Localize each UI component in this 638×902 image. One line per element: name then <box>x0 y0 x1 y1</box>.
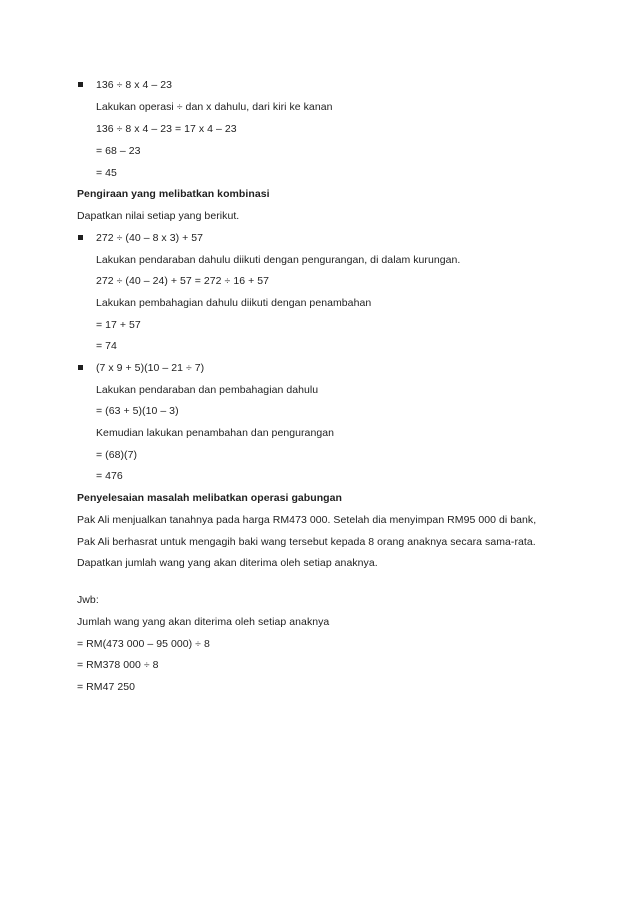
working-step: = 17 + 57 <box>96 319 141 331</box>
answer-description: Jumlah wang yang akan diterima oleh setiap anaknya <box>77 616 330 628</box>
working-step: 272 ÷ (40 – 24) + 57 = 272 ÷ 16 + 57 <box>96 275 269 287</box>
step-note: Kemudian lakukan penambahan dan pengurangan <box>96 427 335 439</box>
expression: (7 x 9 + 5)(10 – 21 ÷ 7) <box>96 362 205 374</box>
step-note: Lakukan pembahagian dahulu diikuti dengan penambahan <box>96 297 372 309</box>
section-heading: Pengiraan yang melibatkan kombinasi <box>77 188 270 200</box>
problem-text: Pak Ali berhasrat untuk mengagih baki wang tersebut kepada 8 orang anaknya secara sama-rata. <box>77 536 536 548</box>
problem-text: Pak Ali menjualkan tanahnya pada harga RM473 000. Setelah dia menyimpan RM95 000 di bank, <box>77 514 537 526</box>
working-step: = (63 + 5)(10 – 3) <box>96 405 179 417</box>
step-note: Lakukan operasi ÷ dan x dahulu, dari kiri ke kanan <box>96 101 333 113</box>
section-heading: Penyelesaian masalah melibatkan operasi gabungan <box>77 492 343 504</box>
expression: 136 ÷ 8 x 4 – 23 <box>96 79 173 91</box>
instruction: Dapatkan nilai setiap yang berikut. <box>77 210 240 222</box>
final-answer: = RM47 250 <box>77 681 135 693</box>
expression: 272 ÷ (40 – 8 x 3) + 57 <box>96 232 204 244</box>
step-note: Lakukan pendaraban dahulu diikuti dengan pengurangan, di dalam kurungan. <box>96 254 461 266</box>
answer: = 45 <box>96 167 117 179</box>
answer: = 74 <box>96 340 117 352</box>
bullet-marker <box>78 82 83 87</box>
answer-label: Jwb: <box>77 594 99 606</box>
step-note: Lakukan pendaraban dan pembahagian dahulu <box>96 384 319 396</box>
bullet-marker <box>78 365 83 370</box>
working-step: = RM378 000 ÷ 8 <box>77 659 159 671</box>
working-step: = (68)(7) <box>96 449 138 461</box>
bullet-marker <box>78 235 83 240</box>
problem-text: Dapatkan jumlah wang yang akan diterima oleh setiap anaknya. <box>77 557 378 569</box>
answer: = 476 <box>96 470 123 482</box>
working-step: 136 ÷ 8 x 4 – 23 = 17 x 4 – 23 <box>96 123 237 135</box>
working-step: = RM(473 000 – 95 000) ÷ 8 <box>77 638 210 650</box>
working-step: = 68 – 23 <box>96 145 141 157</box>
